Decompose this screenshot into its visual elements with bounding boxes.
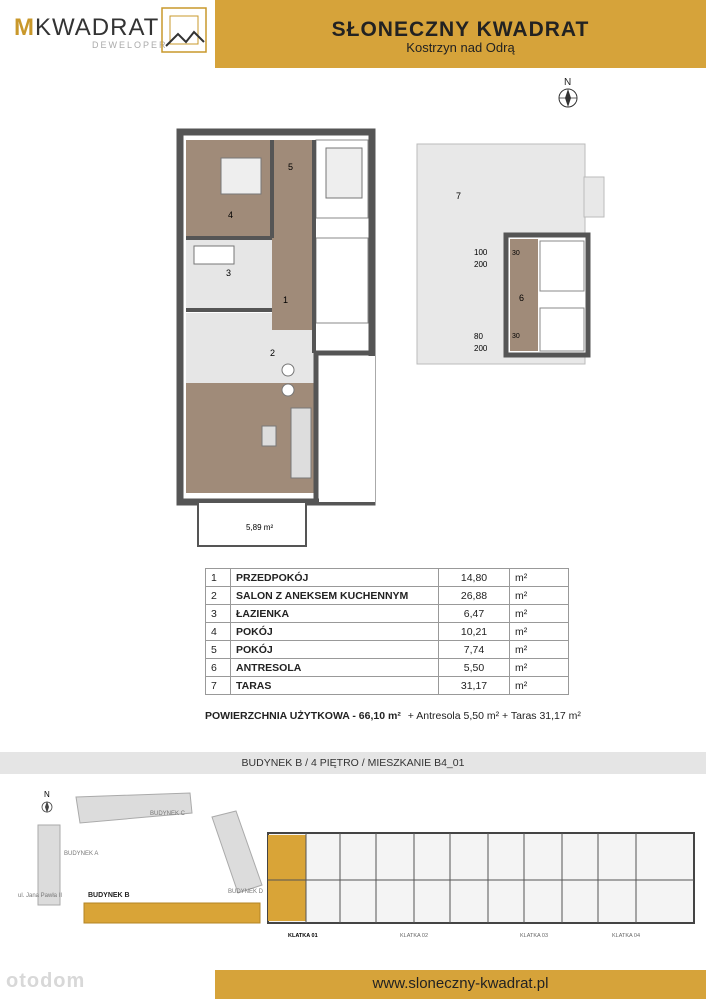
usable-area-summary (205, 710, 581, 722)
company-logo: MKWADRAT (14, 14, 160, 41)
compass-icon (555, 87, 581, 109)
mezzanine-note-1: 100 (474, 248, 488, 257)
room-number-7: 7 (456, 191, 462, 201)
room-area: 10,21 (439, 623, 510, 641)
room-name: ŁAZIENKA (231, 605, 439, 623)
room-name: POKÓJ (231, 623, 439, 641)
compass-label: N (564, 77, 572, 88)
room-number-5: 5 (288, 162, 294, 172)
room-name: ANTRESOLA (231, 659, 439, 677)
room-name: TARAS (231, 677, 439, 695)
room-num: 2 (206, 587, 231, 605)
room-row (206, 569, 569, 587)
room-5-floor (272, 140, 314, 210)
room-unit: m² (510, 569, 569, 587)
stair-label-1: KLATKA 01 (288, 933, 318, 939)
room-num: 3 (206, 605, 231, 623)
site-label-c: BUDYNEK C (150, 811, 186, 817)
svg-text:N: N (44, 790, 50, 799)
company-logo-subtitle: DEWELOPER (92, 40, 168, 50)
room-row (206, 587, 569, 605)
stair-label-2: KLATKA 02 (400, 933, 429, 939)
room-num: 7 (206, 677, 231, 695)
room-num: 1 (206, 569, 231, 587)
room-name: SALON Z ANEKSEM KUCHENNYM (231, 587, 439, 605)
room-unit: m² (510, 677, 569, 695)
room-name: POKÓJ (231, 641, 439, 659)
kitchen-floor (186, 313, 272, 383)
site-label-a: BUDYNEK A (64, 851, 99, 857)
site-label-d: BUDYNEK D (228, 889, 264, 895)
logo-house-icon (160, 6, 210, 56)
room-row (206, 659, 569, 677)
apartment-highlight (268, 835, 306, 921)
room-row (206, 677, 569, 695)
room-num: 5 (206, 641, 231, 659)
room-unit: m² (510, 623, 569, 641)
room-unit: m² (510, 587, 569, 605)
site-plan (0, 785, 706, 945)
building-info-label: BUDYNEK B / 4 PIĘTRO / MIESZKANIE B4_01 (241, 757, 465, 769)
mezzanine-plan (416, 143, 606, 368)
usable-area-total: POWIERZCHNIA UŻYTKOWA - 66,10 m² (205, 710, 401, 722)
room-num: 4 (206, 623, 231, 641)
mezzanine-note-2: 200 (474, 260, 488, 269)
kitchen-open-floor (272, 330, 314, 383)
room-row (206, 641, 569, 659)
room-number-1: 1 (283, 295, 289, 305)
usable-area-extra: + Antresola 5,50 m² + Taras 31,17 m² (407, 710, 581, 722)
room-area: 5,50 (439, 659, 510, 677)
mezzanine-note-4: 80 (474, 332, 483, 341)
mezzanine-note-6: 30 (512, 333, 520, 340)
street-label: ul. Jana Pawła II (18, 893, 63, 899)
room-area: 6,47 (439, 605, 510, 623)
room-unit: m² (510, 641, 569, 659)
room-number-6: 6 (519, 293, 525, 303)
stair-label-4: KLATKA 04 (612, 933, 641, 939)
room-number-4: 4 (228, 210, 234, 220)
website-link[interactable]: www.sloneczny-kwadrat.pl (372, 975, 549, 992)
site-label-b: BUDYNEK B (88, 892, 130, 899)
project-title: SŁONECZNY KWADRAT (331, 18, 590, 41)
mezzanine-note-3: 30 (512, 250, 520, 257)
room-unit: m² (510, 659, 569, 677)
room-area: 26,88 (439, 587, 510, 605)
floor-plan (176, 128, 376, 548)
mezzanine-note-5: 200 (474, 344, 488, 353)
room-area-table (205, 568, 569, 695)
room-number-2: 2 (270, 348, 276, 358)
room-unit: m² (510, 605, 569, 623)
room-name: PRZEDPOKÓJ (231, 569, 439, 587)
project-city: Kostrzyn nad Odrą (406, 40, 515, 55)
room-row (206, 605, 569, 623)
room-area: 7,74 (439, 641, 510, 659)
balcony-area-label: 5,89 m² (246, 523, 274, 532)
room-row (206, 623, 569, 641)
room-num: 6 (206, 659, 231, 677)
room-area: 31,17 (439, 677, 510, 695)
watermark: otodom (6, 970, 86, 992)
room-area: 14,80 (439, 569, 510, 587)
room-1-floor (272, 210, 312, 330)
stair-label-3: KLATKA 03 (520, 933, 549, 939)
room-number-3: 3 (226, 268, 232, 278)
